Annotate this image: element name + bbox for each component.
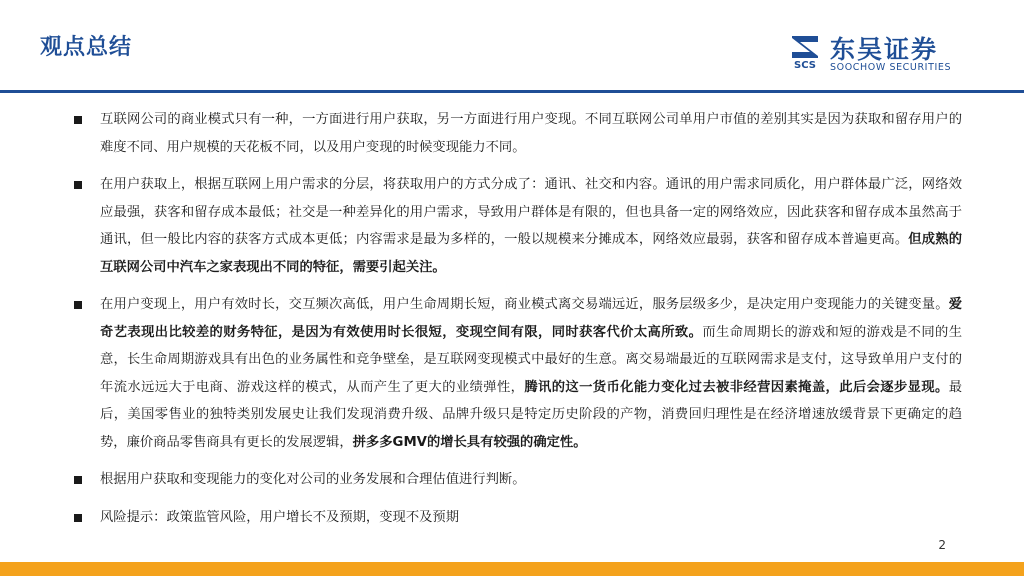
bullet-square-icon [74,301,82,309]
bullet-item [72,466,962,494]
bullet-text: 在用户变现上，用户有效时长，交互频次高低，用户生命周期长短，商业模式离交易端远近，服务层级多少，是决定用户变现能力的关键变量。 [100,297,949,312]
logo-cn-text: 东吴证券 [830,35,939,64]
page-number: 2 [938,538,946,552]
bullet-item [72,106,962,161]
page-title: 观点总结 [40,35,133,60]
bullet-text-bold: 但成熟的互联网公司中汽车之家表现出不同的特征，需要引起关注。 [100,232,963,275]
bullet-square-icon [74,116,82,124]
bullet-text: 最后，美国零售业的独特类别发展史让我们发现消费升级、品牌升级只是特定历史阶段的产物，消费回归理性是在经济增速放缓背景下更确定的趋势，廉价商品零售商具有更长的发展逻辑， [100,379,963,450]
footer-bar [0,562,1024,576]
soochow-logo-icon [788,34,822,72]
bullet-item [72,171,962,281]
bullet-text: 在用户获取上，根据互联网上用户需求的分层，将获取用户的方式分成了：通讯、社交和内容。通讯的用户需求同质化，用户群体最广泛，网络效应最强，获客和留存成本最低；社交是一种差异化的用户需求，导致用户群体是有限的，但也具备一定的网络效应，因此获客和留存成本虽然高于通讯，但一般比内容的获客方式成本更低；内容需求是最为多样的，一般以规模来分摊成本，网络效应最弱，获客和留存成本普遍更高。 [100,177,962,247]
logo-mark-text: SCS [794,60,816,71]
company-logo [788,34,968,76]
bullet-text: 互联网公司的商业模式只有一种，一方面进行用户获取，另一方面进行用户变现。不同互联网公司单用户市值的差别其实是因为获取和留存用户的难度不同、用户规模的天花板不同，以及用户变现的时候变现能力不同。 [100,112,962,155]
bullet-square-icon [74,181,82,189]
bullet-item [72,504,962,532]
bullet-text-bold: 爱奇艺表现出比较差的财务特征，是因为有效使用时长很短，变现空间有限，同时获客代价太高所致。 [100,297,962,340]
bullet-text: 而生命周期长的游戏和短的游戏是不同的生意，长生命周期游戏具有出色的业务属性和竞争壁垒，是互联网变现模式中最好的生意。离交易端最近的互联网需求是支付，这导致单用户支付的年流水远远大于电商、游戏这样的模式，从而产生了更大的业绩弹性， [100,324,963,395]
header-divider [0,90,1024,93]
bullet-text-bold: 拼多多GMV的增长具有较强的确定性。 [352,434,587,450]
summary-list [72,106,962,541]
bullet-text-bold: 腾讯的这一货币化能力变化过去被非经营因素掩盖，此后会逐步显现。 [524,379,949,395]
bullet-square-icon [74,476,82,484]
bullet-square-icon [74,514,82,522]
bullet-text: 风险提示：政策监管风险，用户增长不及预期，变现不及预期 [100,509,460,525]
logo-en-text: SOOCHOW SECURITIES [830,62,952,73]
bullet-text: 根据用户获取和变现能力的变化对公司的业务发展和合理估值进行判断。 [100,472,526,487]
bullet-item [72,291,962,456]
